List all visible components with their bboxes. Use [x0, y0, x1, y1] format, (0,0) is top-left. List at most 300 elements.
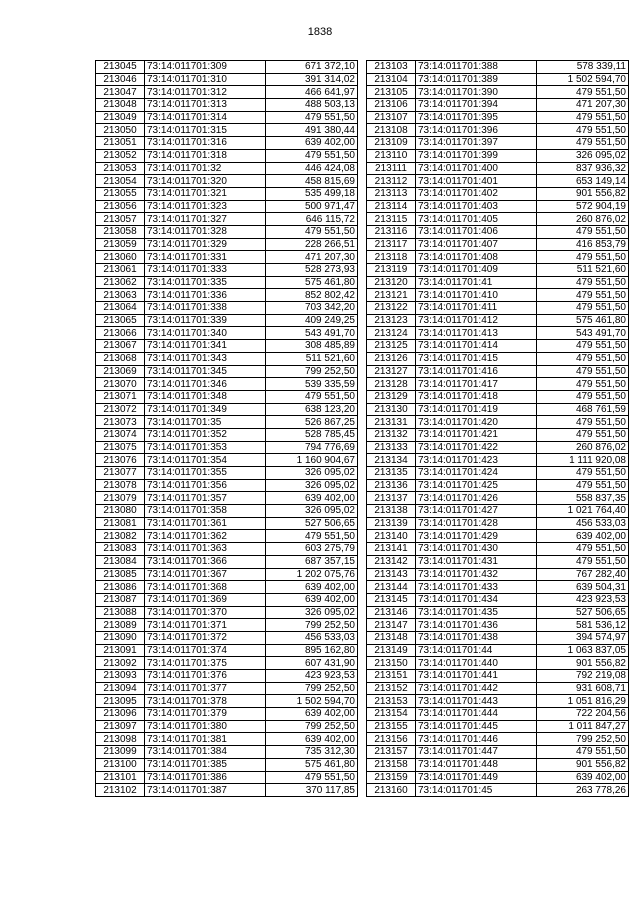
- cadastral-value-cell: 423 923,53: [266, 670, 358, 683]
- table-row: [367, 441, 629, 454]
- table-row: [367, 746, 629, 759]
- record-number-cell: 213079: [96, 492, 145, 505]
- record-number-cell: 213063: [96, 289, 145, 302]
- cadastral-value-cell: 1 202 075,76: [266, 568, 358, 581]
- table-row: [367, 327, 629, 340]
- table-row: [367, 149, 629, 162]
- record-number-cell: 213148: [367, 631, 416, 644]
- cadastral-value-cell: 895 162,80: [266, 644, 358, 657]
- table-row: [367, 175, 629, 188]
- cadastral-value-cell: 931 608,71: [537, 682, 629, 695]
- cadastral-value-cell: 479 551,50: [537, 390, 629, 403]
- cadastral-number-cell: 73:14:011701:309: [145, 61, 266, 74]
- cadastral-value-cell: 638 123,20: [266, 403, 358, 416]
- record-number-cell: 213106: [367, 99, 416, 112]
- table-row: [96, 682, 358, 695]
- table-row: [96, 581, 358, 594]
- cadastral-value-cell: 1 051 816,29: [537, 695, 629, 708]
- record-number-cell: 213121: [367, 289, 416, 302]
- cadastral-value-cell: 578 339,11: [537, 61, 629, 74]
- cadastral-value-cell: 260 876,02: [537, 213, 629, 226]
- record-number-cell: 213097: [96, 720, 145, 733]
- record-number-cell: 213158: [367, 758, 416, 771]
- cadastral-value-cell: 326 095,02: [266, 479, 358, 492]
- table-row: [96, 378, 358, 391]
- cadastral-value-cell: 581 536,12: [537, 619, 629, 632]
- cadastral-value-cell: 526 867,25: [266, 416, 358, 429]
- record-number-cell: 213067: [96, 340, 145, 353]
- record-number-cell: 213147: [367, 619, 416, 632]
- cadastral-number-cell: 73:14:011701:447: [416, 746, 537, 759]
- cadastral-value-cell: 471 207,30: [266, 251, 358, 264]
- record-number-cell: 213111: [367, 162, 416, 175]
- cadastral-number-cell: 73:14:011701:44: [416, 644, 537, 657]
- cadastral-number-cell: 73:14:011701:386: [145, 771, 266, 784]
- cadastral-number-cell: 73:14:011701:313: [145, 99, 266, 112]
- table-row: [367, 682, 629, 695]
- record-number-cell: 213073: [96, 416, 145, 429]
- cadastral-number-cell: 73:14:011701:395: [416, 111, 537, 124]
- cadastral-number-cell: 73:14:011701:376: [145, 670, 266, 683]
- record-number-cell: 213130: [367, 403, 416, 416]
- record-number-cell: 213134: [367, 454, 416, 467]
- cadastral-value-cell: 646 115,72: [266, 213, 358, 226]
- table-row: [367, 771, 629, 784]
- record-number-cell: 213131: [367, 416, 416, 429]
- table-row: [96, 517, 358, 530]
- cadastral-value-cell: 1 502 594,70: [266, 695, 358, 708]
- cadastral-value-cell: 479 551,50: [537, 352, 629, 365]
- cadastral-value-cell: 837 936,32: [537, 162, 629, 175]
- table-row: [96, 695, 358, 708]
- table-row: [367, 581, 629, 594]
- cadastral-number-cell: 73:14:011701:381: [145, 733, 266, 746]
- cadastral-value-cell: 901 556,82: [537, 758, 629, 771]
- cadastral-value-cell: 639 402,00: [266, 492, 358, 505]
- cadastral-value-cell: 575 461,80: [537, 314, 629, 327]
- cadastral-number-cell: 73:14:011701:422: [416, 441, 537, 454]
- cadastral-number-cell: 73:14:011701:384: [145, 746, 266, 759]
- record-number-cell: 213047: [96, 86, 145, 99]
- cadastral-number-cell: 73:14:011701:434: [416, 593, 537, 606]
- cadastral-number-cell: 73:14:011701:441: [416, 670, 537, 683]
- cadastral-value-cell: 479 551,50: [537, 416, 629, 429]
- record-number-cell: 213152: [367, 682, 416, 695]
- cadastral-value-cell: 792 219,08: [537, 670, 629, 683]
- cadastral-value-cell: 479 551,50: [266, 530, 358, 543]
- cadastral-number-cell: 73:14:011701:310: [145, 73, 266, 86]
- table-body: [96, 61, 358, 797]
- table-row: [96, 416, 358, 429]
- cadastral-value-cell: 391 314,02: [266, 73, 358, 86]
- record-number-cell: 213139: [367, 517, 416, 530]
- table-row: [367, 555, 629, 568]
- table-row: [367, 352, 629, 365]
- cadastral-number-cell: 73:14:011701:415: [416, 352, 537, 365]
- cadastral-value-cell: 479 551,50: [537, 543, 629, 556]
- cadastral-value-cell: 535 499,18: [266, 187, 358, 200]
- cadastral-number-cell: 73:14:011701:312: [145, 86, 266, 99]
- cadastral-value-cell: 456 533,03: [537, 517, 629, 530]
- cadastral-value-cell: 491 380,44: [266, 124, 358, 137]
- cadastral-number-cell: 73:14:011701:402: [416, 187, 537, 200]
- record-number-cell: 213070: [96, 378, 145, 391]
- table-row: [367, 416, 629, 429]
- cadastral-value-cell: 479 551,50: [537, 365, 629, 378]
- record-number-cell: 213084: [96, 555, 145, 568]
- table-row: [367, 378, 629, 391]
- record-number-cell: 213135: [367, 467, 416, 480]
- cadastral-value-cell: 1 063 837,05: [537, 644, 629, 657]
- record-number-cell: 213065: [96, 314, 145, 327]
- cadastral-number-cell: 73:14:011701:375: [145, 657, 266, 670]
- record-number-cell: 213054: [96, 175, 145, 188]
- cadastral-value-cell: 326 095,02: [266, 467, 358, 480]
- record-number-cell: 213132: [367, 428, 416, 441]
- table-row: [96, 746, 358, 759]
- record-number-cell: 213146: [367, 606, 416, 619]
- table-row: [367, 631, 629, 644]
- record-number-cell: 213087: [96, 593, 145, 606]
- cadastral-number-cell: 73:14:011701:370: [145, 606, 266, 619]
- record-number-cell: 213094: [96, 682, 145, 695]
- cadastral-number-cell: 73:14:011701:445: [416, 720, 537, 733]
- cadastral-number-cell: 73:14:011701:390: [416, 86, 537, 99]
- table-row: [367, 73, 629, 86]
- record-number-cell: 213110: [367, 149, 416, 162]
- record-number-cell: 213112: [367, 175, 416, 188]
- cadastral-number-cell: 73:14:011701:341: [145, 340, 266, 353]
- record-number-cell: 213138: [367, 505, 416, 518]
- table-row: [367, 340, 629, 353]
- record-number-cell: 213109: [367, 137, 416, 150]
- cadastral-value-cell: 527 506,65: [537, 606, 629, 619]
- cadastral-value-cell: 479 551,50: [266, 225, 358, 238]
- cadastral-number-cell: 73:14:011701:371: [145, 619, 266, 632]
- record-number-cell: 213155: [367, 720, 416, 733]
- cadastral-number-cell: 73:14:011701:349: [145, 403, 266, 416]
- cadastral-value-cell: 479 551,50: [537, 86, 629, 99]
- cadastral-value-cell: 479 551,50: [537, 289, 629, 302]
- cadastral-number-cell: 73:14:011701:426: [416, 492, 537, 505]
- cadastral-value-cell: 639 402,00: [266, 581, 358, 594]
- table-row: [367, 251, 629, 264]
- cadastral-number-cell: 73:14:011701:336: [145, 289, 266, 302]
- cadastral-value-cell: 394 574,97: [537, 631, 629, 644]
- table-row: [367, 657, 629, 670]
- record-number-cell: 213156: [367, 733, 416, 746]
- record-number-cell: 213119: [367, 264, 416, 277]
- table-row: [367, 606, 629, 619]
- record-number-cell: 213104: [367, 73, 416, 86]
- record-number-cell: 213143: [367, 568, 416, 581]
- cadastral-value-cell: 543 491,70: [266, 327, 358, 340]
- record-number-cell: 213075: [96, 441, 145, 454]
- cadastral-number-cell: 73:14:011701:331: [145, 251, 266, 264]
- record-number-cell: 213081: [96, 517, 145, 530]
- record-number-cell: 213071: [96, 390, 145, 403]
- cadastral-number-cell: 73:14:011701:409: [416, 264, 537, 277]
- record-number-cell: 213064: [96, 302, 145, 315]
- cadastral-value-cell: 603 275,79: [266, 543, 358, 556]
- record-number-cell: 213154: [367, 708, 416, 721]
- table-row: [367, 543, 629, 556]
- record-number-cell: 213133: [367, 441, 416, 454]
- record-number-cell: 213090: [96, 631, 145, 644]
- table-row: [96, 302, 358, 315]
- table-row: [367, 530, 629, 543]
- cadastral-number-cell: 73:14:011701:315: [145, 124, 266, 137]
- cadastral-number-cell: 73:14:011701:377: [145, 682, 266, 695]
- cadastral-number-cell: 73:14:011701:419: [416, 403, 537, 416]
- table-row: [96, 593, 358, 606]
- cadastral-number-cell: 73:14:011701:405: [416, 213, 537, 226]
- record-number-cell: 213068: [96, 352, 145, 365]
- table-row: [367, 187, 629, 200]
- cadastral-value-cell: 901 556,82: [537, 657, 629, 670]
- record-number-cell: 213114: [367, 200, 416, 213]
- cadastral-value-cell: 639 402,00: [266, 733, 358, 746]
- table-row: [96, 784, 358, 797]
- table-row: [367, 454, 629, 467]
- table-row: [367, 302, 629, 315]
- table-row: [96, 568, 358, 581]
- cadastral-value-cell: 456 533,03: [266, 631, 358, 644]
- table-row: [96, 631, 358, 644]
- table-row: [96, 390, 358, 403]
- cadastral-number-cell: 73:14:011701:385: [145, 758, 266, 771]
- table-row: [96, 276, 358, 289]
- record-number-cell: 213051: [96, 137, 145, 150]
- table-row: [367, 568, 629, 581]
- table-row: [367, 137, 629, 150]
- cadastral-number-cell: 73:14:011701:427: [416, 505, 537, 518]
- cadastral-number-cell: 73:14:011701:428: [416, 517, 537, 530]
- cadastral-number-cell: 73:14:011701:345: [145, 365, 266, 378]
- record-number-cell: 213062: [96, 276, 145, 289]
- table-row: [367, 428, 629, 441]
- record-number-cell: 213123: [367, 314, 416, 327]
- cadastral-number-cell: 73:14:011701:432: [416, 568, 537, 581]
- cadastral-value-cell: 471 207,30: [537, 99, 629, 112]
- cadastral-number-cell: 73:14:011701:430: [416, 543, 537, 556]
- table-row: [367, 314, 629, 327]
- table-row: [367, 225, 629, 238]
- cadastral-value-cell: 479 551,50: [537, 137, 629, 150]
- cadastral-value-cell: 416 853,79: [537, 238, 629, 251]
- table-row: [367, 733, 629, 746]
- table-row: [367, 200, 629, 213]
- cadastral-value-cell: 479 551,50: [266, 111, 358, 124]
- cadastral-number-cell: 73:14:011701:358: [145, 505, 266, 518]
- cadastral-value-cell: 558 837,35: [537, 492, 629, 505]
- table-row: [367, 289, 629, 302]
- cadastral-number-cell: 73:14:011701:389: [416, 73, 537, 86]
- record-number-cell: 213052: [96, 149, 145, 162]
- cadastral-value-cell: 671 372,10: [266, 61, 358, 74]
- record-number-cell: 213092: [96, 657, 145, 670]
- record-number-cell: 213113: [367, 187, 416, 200]
- table-row: [96, 657, 358, 670]
- table-row: [96, 289, 358, 302]
- record-number-cell: 213069: [96, 365, 145, 378]
- record-number-cell: 213045: [96, 61, 145, 74]
- cadastral-number-cell: 73:14:011701:438: [416, 631, 537, 644]
- record-number-cell: 213118: [367, 251, 416, 264]
- cadastral-number-cell: 73:14:011701:388: [416, 61, 537, 74]
- cadastral-number-cell: 73:14:011701:442: [416, 682, 537, 695]
- record-number-cell: 213080: [96, 505, 145, 518]
- cadastral-number-cell: 73:14:011701:338: [145, 302, 266, 315]
- table-row: [96, 733, 358, 746]
- record-number-cell: 213116: [367, 225, 416, 238]
- cadastral-number-cell: 73:14:011701:368: [145, 581, 266, 594]
- table-row: [96, 771, 358, 784]
- cadastral-value-cell: 479 551,50: [537, 276, 629, 289]
- record-number-cell: 213056: [96, 200, 145, 213]
- cadastral-value-cell: 799 252,50: [266, 365, 358, 378]
- cadastral-value-cell: 901 556,82: [537, 187, 629, 200]
- table-row: [96, 187, 358, 200]
- record-number-cell: 213046: [96, 73, 145, 86]
- cadastral-number-cell: 73:14:011701:446: [416, 733, 537, 746]
- table-row: [96, 708, 358, 721]
- cadastral-value-cell: 479 551,50: [537, 746, 629, 759]
- record-number-cell: 213095: [96, 695, 145, 708]
- cadastral-value-cell: 799 252,50: [537, 733, 629, 746]
- record-number-cell: 213142: [367, 555, 416, 568]
- record-number-cell: 213058: [96, 225, 145, 238]
- cadastral-number-cell: 73:14:011701:449: [416, 771, 537, 784]
- record-number-cell: 213122: [367, 302, 416, 315]
- cadastral-value-cell: 468 761,59: [537, 403, 629, 416]
- cadastral-value-cell: 423 923,53: [537, 593, 629, 606]
- cadastral-value-cell: 479 551,50: [537, 111, 629, 124]
- cadastral-value-cell: 543 491,70: [537, 327, 629, 340]
- registry-table-right: [366, 60, 629, 797]
- record-number-cell: 213096: [96, 708, 145, 721]
- table-row: [96, 530, 358, 543]
- cadastral-number-cell: 73:14:011701:418: [416, 390, 537, 403]
- table-row: [367, 124, 629, 137]
- cadastral-value-cell: 446 424,08: [266, 162, 358, 175]
- table-row: [96, 61, 358, 74]
- cadastral-value-cell: 527 506,65: [266, 517, 358, 530]
- cadastral-number-cell: 73:14:011701:424: [416, 467, 537, 480]
- cadastral-value-cell: 466 641,97: [266, 86, 358, 99]
- record-number-cell: 213089: [96, 619, 145, 632]
- cadastral-number-cell: 73:14:011701:417: [416, 378, 537, 391]
- cadastral-value-cell: 479 551,50: [537, 225, 629, 238]
- record-number-cell: 213066: [96, 327, 145, 340]
- record-number-cell: 213160: [367, 784, 416, 797]
- table-row: [96, 670, 358, 683]
- table-row: [96, 124, 358, 137]
- table-row: [96, 327, 358, 340]
- cadastral-number-cell: 73:14:011701:416: [416, 365, 537, 378]
- cadastral-number-cell: 73:14:011701:343: [145, 352, 266, 365]
- table-row: [367, 213, 629, 226]
- table-row: [367, 264, 629, 277]
- cadastral-number-cell: 73:14:011701:328: [145, 225, 266, 238]
- record-number-cell: 213059: [96, 238, 145, 251]
- record-number-cell: 213137: [367, 492, 416, 505]
- table-row: [367, 708, 629, 721]
- record-number-cell: 213060: [96, 251, 145, 264]
- cadastral-number-cell: 73:14:011701:346: [145, 378, 266, 391]
- table-row: [96, 162, 358, 175]
- record-number-cell: 213099: [96, 746, 145, 759]
- cadastral-number-cell: 73:14:011701:378: [145, 695, 266, 708]
- cadastral-value-cell: 479 551,50: [537, 467, 629, 480]
- cadastral-value-cell: 852 802,42: [266, 289, 358, 302]
- cadastral-number-cell: 73:14:011701:339: [145, 314, 266, 327]
- cadastral-number-cell: 73:14:011701:448: [416, 758, 537, 771]
- cadastral-value-cell: 479 551,50: [266, 771, 358, 784]
- cadastral-value-cell: 639 402,00: [266, 137, 358, 150]
- table-row: [367, 492, 629, 505]
- cadastral-value-cell: 511 521,60: [266, 352, 358, 365]
- cadastral-number-cell: 73:14:011701:408: [416, 251, 537, 264]
- record-number-cell: 213149: [367, 644, 416, 657]
- table-row: [367, 111, 629, 124]
- record-number-cell: 213098: [96, 733, 145, 746]
- cadastral-value-cell: 639 402,00: [266, 593, 358, 606]
- cadastral-value-cell: 639 402,00: [537, 530, 629, 543]
- cadastral-number-cell: 73:14:011701:412: [416, 314, 537, 327]
- cadastral-value-cell: 767 282,40: [537, 568, 629, 581]
- page-number: 1838: [307, 26, 333, 38]
- table-row: [367, 619, 629, 632]
- cadastral-value-cell: 479 551,50: [266, 390, 358, 403]
- record-number-cell: 213128: [367, 378, 416, 391]
- record-number-cell: 213102: [96, 784, 145, 797]
- record-number-cell: 213055: [96, 187, 145, 200]
- table-row: [96, 99, 358, 112]
- cadastral-value-cell: 488 503,13: [266, 99, 358, 112]
- table-row: [367, 86, 629, 99]
- cadastral-number-cell: 73:14:011701:387: [145, 784, 266, 797]
- record-number-cell: 213115: [367, 213, 416, 226]
- cadastral-number-cell: 73:14:011701:316: [145, 137, 266, 150]
- table-row: [367, 276, 629, 289]
- table-row: [96, 644, 358, 657]
- record-number-cell: 213129: [367, 390, 416, 403]
- cadastral-value-cell: 1 502 594,70: [537, 73, 629, 86]
- cadastral-value-cell: 528 785,45: [266, 428, 358, 441]
- cadastral-number-cell: 73:14:011701:403: [416, 200, 537, 213]
- table-row: [96, 225, 358, 238]
- table-row: [96, 543, 358, 556]
- record-number-cell: 213153: [367, 695, 416, 708]
- record-number-cell: 213050: [96, 124, 145, 137]
- cadastral-number-cell: 73:14:011701:41: [416, 276, 537, 289]
- record-number-cell: 213136: [367, 479, 416, 492]
- cadastral-value-cell: 1 111 920,08: [537, 454, 629, 467]
- cadastral-value-cell: 263 778,26: [537, 784, 629, 797]
- cadastral-number-cell: 73:14:011701:423: [416, 454, 537, 467]
- cadastral-number-cell: 73:14:011701:431: [416, 555, 537, 568]
- table-row: [367, 390, 629, 403]
- cadastral-number-cell: 73:14:011701:443: [416, 695, 537, 708]
- cadastral-value-cell: 572 904,19: [537, 200, 629, 213]
- cadastral-value-cell: 1 011 847,27: [537, 720, 629, 733]
- table-row: [96, 441, 358, 454]
- table-row: [96, 467, 358, 480]
- cadastral-number-cell: 73:14:011701:323: [145, 200, 266, 213]
- record-number-cell: 213151: [367, 670, 416, 683]
- cadastral-number-cell: 73:14:011701:410: [416, 289, 537, 302]
